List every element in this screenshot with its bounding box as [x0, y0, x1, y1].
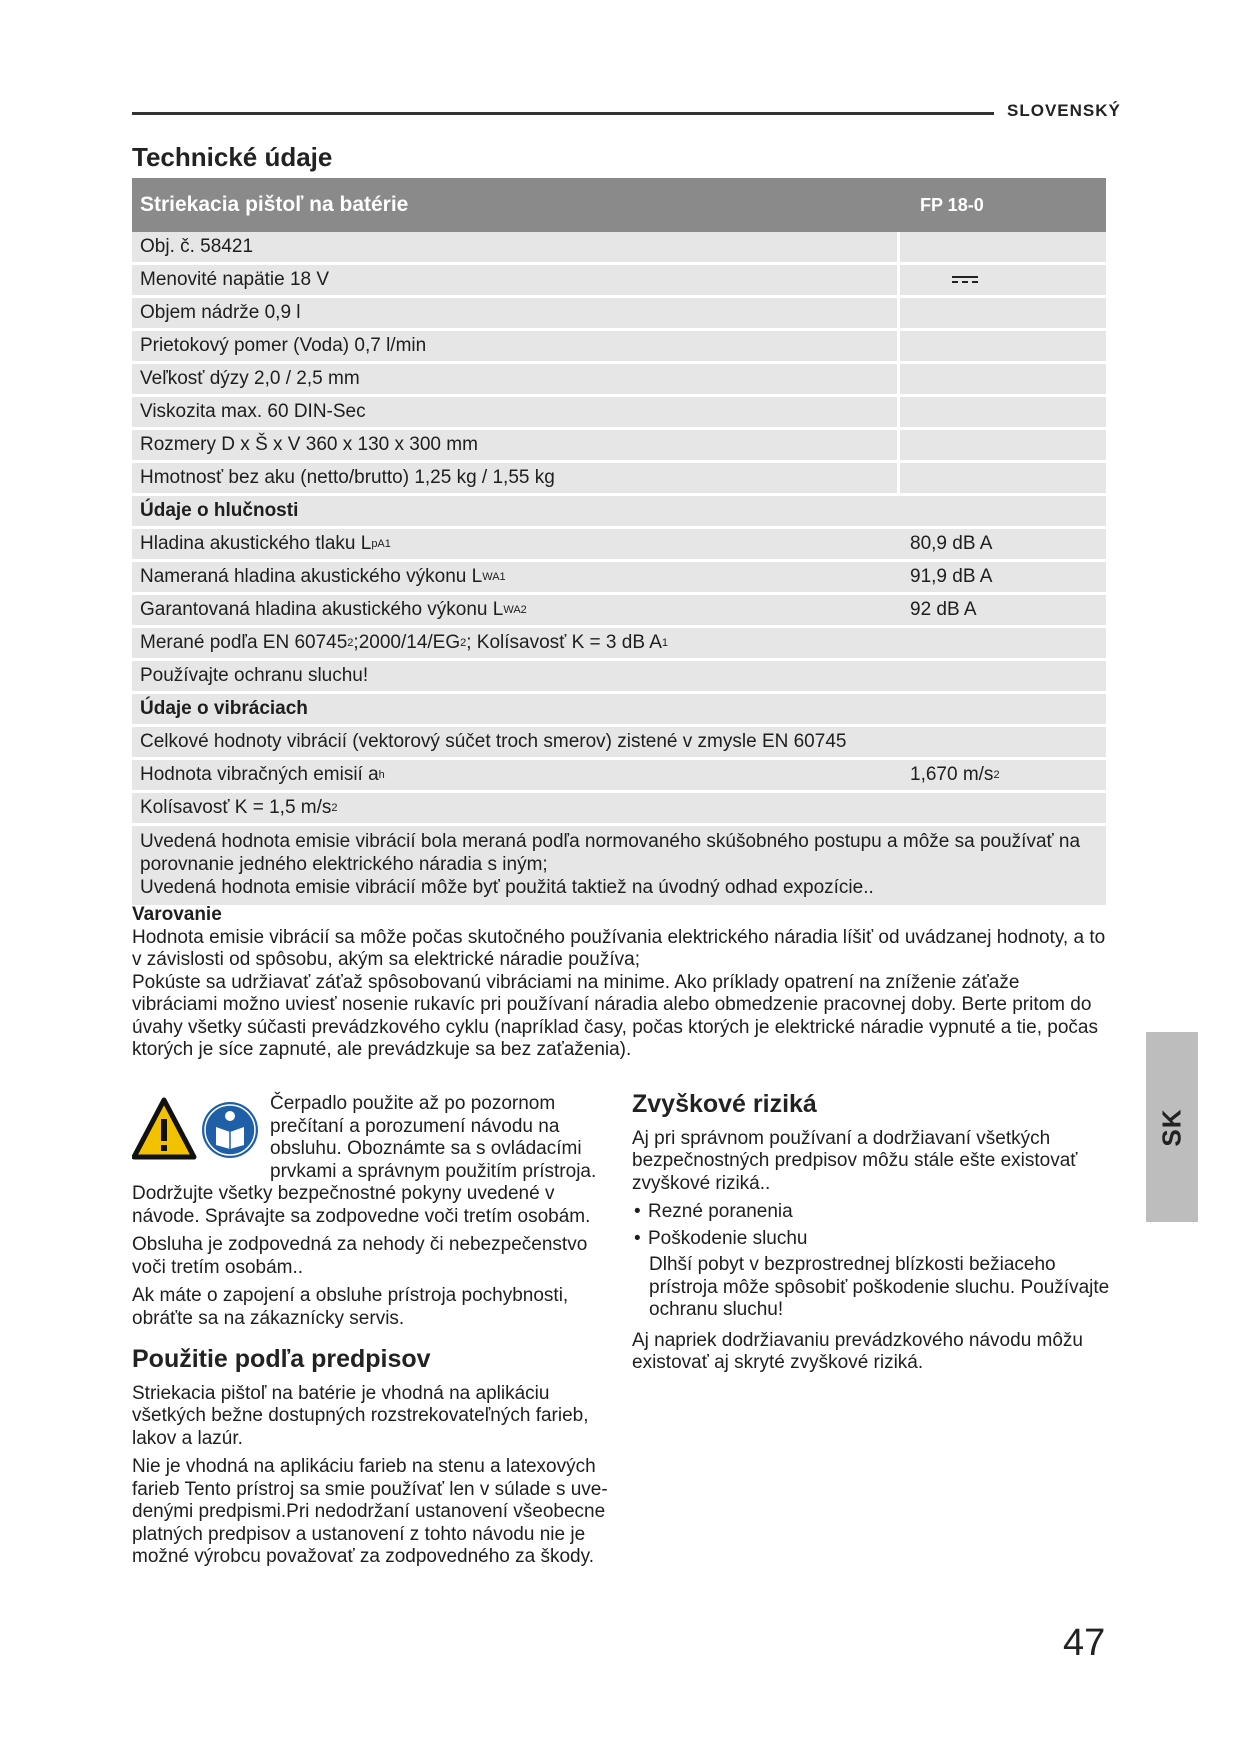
spec-label: Objem nádrže 0,9 l — [140, 302, 301, 323]
vibration-total-label: Celkové hodnoty vibrácií (vektorový súčet troch smerov) zistené v zmysle EN 60745 — [140, 731, 847, 752]
intended-use-heading: Použitie podľa predpisov — [132, 1345, 431, 1373]
spec-value: 92 dB A — [910, 599, 977, 620]
bullet-icon: • — [634, 1227, 641, 1249]
table-row — [132, 232, 1106, 265]
spec-value — [897, 364, 1106, 394]
hidden-risks-note: Aj napriek dodržiavaniu prevádzkového návodu môžu existovať aj skryté zvyškové riziká. — [632, 1329, 1083, 1373]
table-row — [132, 430, 1106, 463]
noise-section-title: Údaje o hlučnosti — [140, 500, 299, 521]
safety-icons — [132, 1097, 260, 1163]
spec-value — [897, 331, 1106, 361]
table-row — [132, 760, 1106, 793]
operator-responsibility: Obsluha je zodpovedná za nehody či nebezpečenstvo voči tretím osobám.. — [132, 1234, 588, 1278]
spec-value: 1,670 m/s 2 — [910, 764, 1000, 785]
list-item: • Rezné poranenia — [634, 1201, 793, 1222]
spec-label: Veľkosť dýzy 2,0 / 2,5 mm — [140, 368, 360, 389]
language-side-tab — [1146, 1032, 1198, 1222]
spec-value: 80,9 dB A — [910, 533, 993, 554]
section-title: Technické údaje — [132, 142, 333, 172]
table-row — [132, 298, 1106, 331]
table-row — [132, 793, 1106, 826]
right-column — [632, 1090, 1112, 1381]
warning-block — [132, 904, 1106, 1062]
spec-value — [897, 232, 1106, 262]
warning-paragraph-1: Hodnota emisie vibrácií sa môže počas skutočného používania elektrického náradia líšiť od uvádzanej hodnoty, a to v závislosti od spôsobu, akým sa elektrické náradie používa; — [132, 926, 1106, 970]
warning-triangle-icon — [134, 1100, 194, 1157]
header-rule — [132, 112, 994, 115]
vibration-note-1: Uvedená hodnota emisie vibrácií bola meraná podľa normovaného skúšobného postupu a môže sa používať na porovnanie jedného elektrického náradia s iným; — [140, 831, 1081, 875]
vibration-section-title-row — [132, 694, 1106, 727]
spec-label: Garantovaná hladina akustického výkonu L WA 2 — [140, 599, 527, 620]
table-row — [132, 265, 1106, 298]
hearing-protection-note: Používajte ochranu sluchu! — [140, 665, 369, 686]
spec-value — [897, 397, 1106, 427]
table-row — [132, 661, 1106, 694]
spec-header-model: FP 18-0 — [920, 194, 984, 215]
spec-value — [897, 298, 1106, 328]
manual-intro-paragraph: Čerpadlo použite až po pozornom prečítaní a porozumení návodu na obsluhu. Oboznámte sa s ovládacími prvkami a správnym použitím prístroja. Dodržujte všetky bezpečnostné pokyny uvedené v návode. Správajte sa zodpovedne voči tretím osobám. — [132, 1093, 597, 1227]
noise-section-title-row — [132, 496, 1106, 529]
spec-table — [132, 178, 1106, 908]
spec-label: Menovité napätie 18 V — [140, 269, 330, 290]
noise-measurement-note: Merané podľa EN 60745 2 ;2000/14/EG 2 ; Kolísavosť K = 3 dB A 1 — [140, 632, 669, 653]
table-row — [132, 562, 1106, 595]
spec-table-header — [132, 178, 1106, 232]
table-row — [132, 331, 1106, 364]
vibration-section-title: Údaje o vibráciach — [140, 698, 308, 719]
table-row — [132, 463, 1106, 496]
dc-current-icon — [952, 275, 978, 285]
spec-label: Hladina akustického tlaku L pA 1 — [140, 533, 391, 554]
language-code: SK — [1156, 1107, 1187, 1147]
spec-value — [897, 430, 1106, 460]
spec-value — [897, 265, 1106, 295]
spec-value: 91,9 dB A — [910, 566, 993, 587]
list-item: • Poškodenie sluchu — [634, 1227, 808, 1249]
spec-header-product: Striekacia pištoľ na batérie — [140, 193, 409, 216]
spec-label: Nameraná hladina akustického výkonu L WA 1 — [140, 566, 506, 587]
bullet-icon: • — [634, 1201, 641, 1222]
table-row — [132, 364, 1106, 397]
spec-label: Obj. č. 58421 — [140, 236, 254, 257]
warning-title: Varovanie — [132, 904, 222, 925]
intended-use-paragraph-1: Striekacia pištoľ na batérie je vhodná na aplikáciu všetkých bežne dostupných rozstrekovateľných farieb, lakov a lazúr. — [132, 1382, 589, 1449]
vibration-uncertainty: Kolísavosť K = 1,5 m/s 2 — [140, 797, 338, 818]
spec-label: Hmotnosť bez aku (netto/brutto) 1,25 kg / 1,55 kg — [140, 467, 555, 488]
spec-label: Rozmery D x Š x V 360 x 130 x 300 mm — [140, 434, 478, 455]
vibration-notes — [132, 826, 1106, 905]
spec-value — [897, 463, 1106, 493]
spec-label: Hodnota vibračných emisií a h — [140, 764, 385, 785]
vibration-note-2: Uvedená hodnota emisie vibrácií môže byť použitá taktiež na úvodný odhad expozície.. — [140, 877, 874, 898]
intended-use-paragraph-2: Nie je vhodná na aplikáciu farieb na stenu a latexových farieb Tento prístroj sa smie používať len v súlade s uve-denými predpismi.Pri nedodržaní ustanovení všeobecne platných predpisov a ustanovení z tohto návodu nie je možné výrobcu považovať za zodpovedného za škody. — [132, 1456, 608, 1567]
table-row — [132, 826, 1106, 908]
table-row — [132, 727, 1106, 760]
language-header: SLOVENSKÝ — [1007, 101, 1121, 120]
warning-paragraph-2: Pokúste sa udržiavať záťaž spôsobovanú vibráciami na minime. Ako príklady opatrení na zníženie záťaže vibráciami možno uviesť nosenie rukavíc pri používaní náradia alebo obmedzenie pracovnej doby. Berte pritom do úvahy všetky súčasti prevádzkového cyklu (napríklad časy, počas ktorých je elektrické náradie vypnuté a tie, počas ktorých je síce zapnuté, ale prevádzkuje sa bez zaťaženia). — [132, 971, 1098, 1060]
read-manual-icon — [202, 1102, 258, 1158]
table-row — [132, 595, 1106, 628]
residual-risks-intro: Aj pri správnom používaní a dodržiavaní všetkých bezpečnostných predpisov môžu stále ešte existovať zvyškové riziká.. — [632, 1127, 1078, 1194]
residual-risks-heading: Zvyškové riziká — [632, 1090, 817, 1118]
hearing-damage-detail: Dlhší pobyt v bezprostrednej blízkosti bežiaceho prístroja môže spôsobiť poškodenie sluchu. Používajte ochranu sluchu! — [649, 1254, 1110, 1320]
table-row — [132, 397, 1106, 430]
customer-service-note: Ak máte o zapojení a obsluhe prístroja pochybnosti, obráťte sa na zákaznícky servis. — [132, 1285, 569, 1329]
left-column — [132, 1093, 612, 1575]
spec-label: Viskozita max. 60 DIN-Sec — [140, 401, 366, 422]
table-row — [132, 628, 1106, 661]
table-row — [132, 529, 1106, 562]
spec-label: Prietokový pomer (Voda) 0,7 l/min — [140, 335, 427, 356]
page-number: 47 — [1063, 1622, 1106, 1664]
